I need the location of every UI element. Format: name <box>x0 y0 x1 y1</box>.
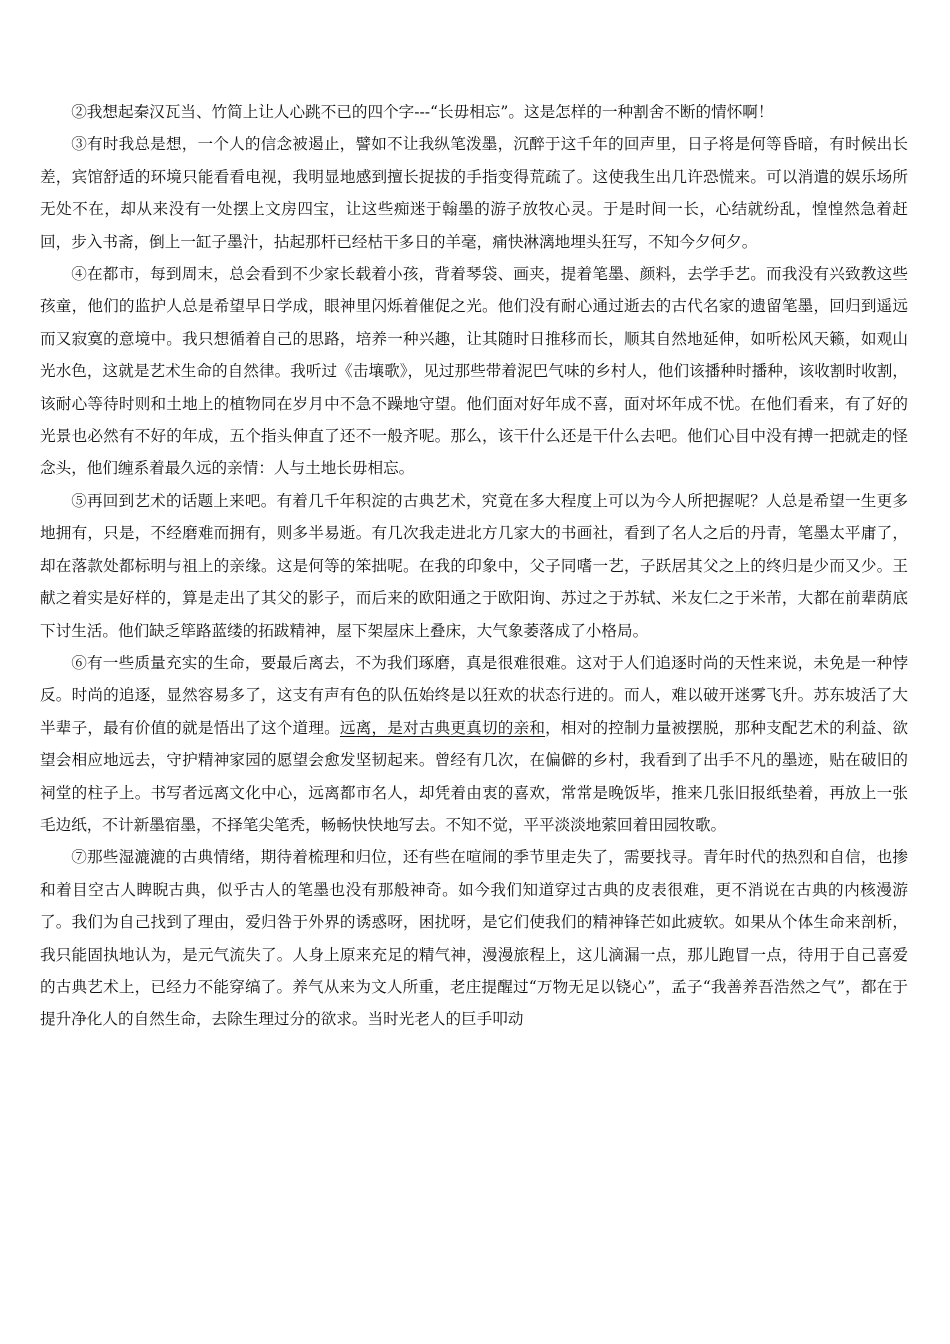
paragraph-6-text-after: ，相对的控制力量被摆脱，那种支配艺术的利益、欲望会相应地远去，守护精神家园的愿望会愈发坚韧起来。曾经有几次，在偏僻的乡村，我看到了出手不凡的墨迹，贴在破旧的祠堂的柱子上。书写者远离文化中心，远离都市名人，却凭着由衷的喜欢，常常是晚饭毕，推来几张旧报纸垫着，再放上一张毛边纸，不计新墨宿墨，不择笔尖笔秃，畅畅快快地写去。不知不觉，平平淡淡地萦回着田园牧歌。 <box>40 718 908 834</box>
paragraph-7 <box>40 841 908 1035</box>
paragraph-6-text-before: ⑥有一些质量充实的生命，要最后离去，不为我们琢磨，真是很难很难。这对于人们追逐时尚的天性来说，未免是一种悖反。时尚的追逐，显然容易多了，这支有声有色的队伍始终是以狂欢的状态行进的。而人，难以破开迷雾飞升。苏东坡活了大半辈子，最有价值的就是悟出了这个道理。 <box>40 653 908 737</box>
paragraph-5 <box>40 485 908 647</box>
paragraph-2-text: ②我想起秦汉瓦当、竹简上让人心跳不已的四个字---“长毋相忘”。这是怎样的一种割舍不断的情怀啊！ <box>71 103 774 121</box>
paragraph-5-text: ⑤再回到艺术的话题上来吧。有着几千年积淀的古典艺术，究竟在多大程度上可以为今人所把握呢？人总是希望一生更多地拥有，只是，不经磨难而拥有，则多半易逝。有几次我走进北方几家大的书画社，看到了名人之后的丹青，笔墨太平庸了，却在落款处都标明与祖上的亲缘。这是何等的笨拙呢。在我的印象中，父子同嗜一艺，子跃居其父之上的终归是少而又少。王献之着实是好样的，算是走出了其父的影子，而后来的欧阳通之于欧阳询、苏过之于苏轼、米友仁之于米芾，大都在前辈荫底下讨生活。他们缺乏筚路蓝缕的拓跋精神，屋下架屋床上叠床，大气象萎落成了小格局。 <box>40 491 908 640</box>
paragraph-3-text: ③有时我总是想，一个人的信念被遏止，譬如不让我纵笔泼墨，沉醉于这千年的回声里，日子将是何等昏暗，有时候出长差，宾馆舒适的环境只能看看电视，我明显地感到擅长捉拔的手指变得荒疏了。这使我生出几许恐慌来。可以消遣的娱乐场所无处不在，却从来没有一处摆上文房四宝，让这些痴迷于翰墨的游子放牧心灵。于是时间一长，心结就纷乱，惶惶然急着赶回，步入书斋，倒上一缸子墨汁，拈起那杆已经枯干多日的羊毫，痛快淋漓地埋头狂写，不知今夕何夕。 <box>40 135 908 251</box>
underlined-sentence: 远离，是对古典更真切的亲和 <box>339 718 546 737</box>
paragraph-4 <box>40 258 908 485</box>
paragraph-7-text: ⑦那些湿漉漉的古典情绪，期待着梳理和归位，还有些在喧闹的季节里走失了，需要找寻。青年时代的热烈和自信，也掺和着目空古人睥睨古典，似乎古人的笔墨也没有那般神奇。如今我们知道穿过古典的皮表很难，更不消说在古典的内核漫游了。我们为自己找到了理由，爱归咎于外界的诱惑呀，困扰呀，是它们使我们的精神锋芒如此疲软。如果从个体生命来剖析，我只能固执地认为，是元气流失了。人身上原来充足的精气神，漫漫旅程上，这儿滴漏一点，那儿跑冒一点，待用于自己喜爱的古典艺术上，已经力不能穿缟了。养气从来为文人所重，老庄提醒过“万物无足以铙心”，孟子“我善养吾浩然之气”，都在于提升净化人的自然生命，去除生理过分的欲求。当时光老人的巨手叩动 <box>40 848 908 1029</box>
paragraph-3 <box>40 128 908 258</box>
paragraph-6 <box>40 647 908 841</box>
document-body <box>40 96 908 1036</box>
paragraph-4-text: ④在都市，每到周末，总会看到不少家长载着小孩，背着琴袋、画夹，提着笔墨、颜料，去学手艺。而我没有兴致教这些孩童，他们的监护人总是希望早日学成，眼神里闪烁着催促之光。他们没有耐心通过逝去的古代名家的遗留笔墨，回归到遥远而又寂寞的意境中。我只想循着自己的思路，培养一种兴趣，让其随时日推移而长，顺其自然地延伸，如听松风天籁，如观山光水色，这就是艺术生命的自然律。我听过《击壤歌》，见过那些带着泥巴气味的乡村人，他们该播种时播种，该收割时收割，该耐心等待时则和土地上的植物同在岁月中不急不躁地守望。他们面对好年成不喜，面对坏年成不忧。在他们看来，有了好的光景也必然有不好的年成，五个指头伸直了还不一般齐呢。那么，该干什么还是干什么去吧。他们心目中没有搏一把就走的怪念头，他们缠系着最久远的亲情：人与土地长毋相忘。 <box>40 265 908 478</box>
paragraph-2 <box>40 96 908 128</box>
